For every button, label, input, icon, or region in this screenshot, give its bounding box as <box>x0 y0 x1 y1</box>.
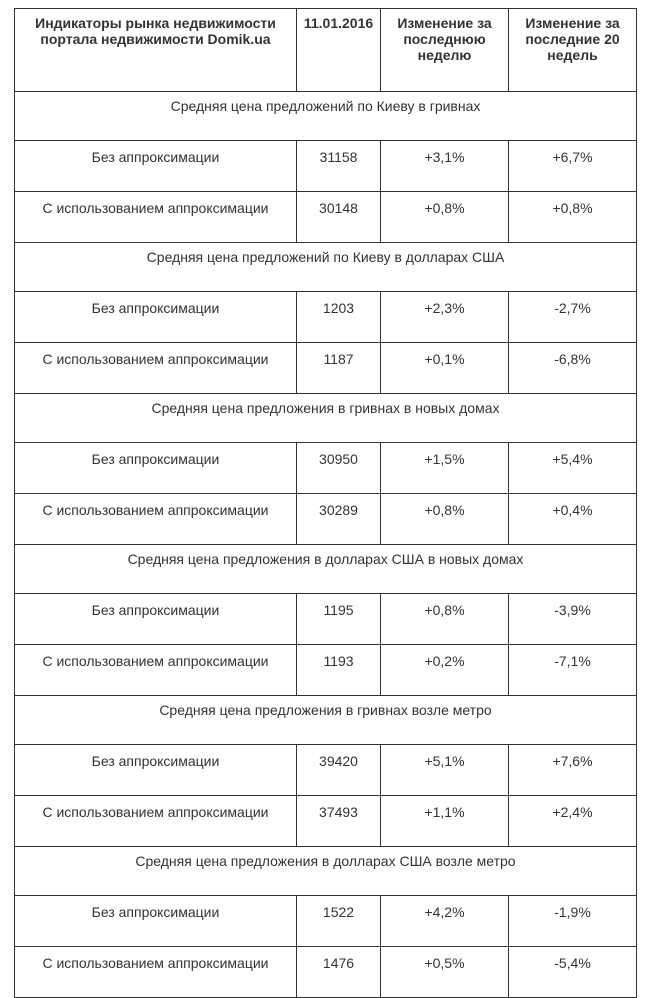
row-value: 1187 <box>297 343 381 394</box>
section-row <box>15 696 637 745</box>
row-20-week-change: +0,4% <box>509 494 637 545</box>
row-label: С использованием аппроксимации <box>15 343 297 394</box>
table-header <box>15 9 637 92</box>
row-week-change: +0,8% <box>381 494 509 545</box>
header-week-change: Изменение за последнюю неделю <box>381 9 509 92</box>
table-row <box>15 494 637 545</box>
row-week-change: +1,5% <box>381 443 509 494</box>
row-label: С использованием аппроксимации <box>15 947 297 998</box>
row-20-week-change: -5,4% <box>509 947 637 998</box>
section-title: Средняя цена предложений по Киеву в долларах США <box>15 243 637 292</box>
row-20-week-change: +0,8% <box>509 192 637 243</box>
section-row <box>15 847 637 896</box>
row-label: Без аппроксимации <box>15 594 297 645</box>
row-value: 31158 <box>297 141 381 192</box>
row-value: 30950 <box>297 443 381 494</box>
section-title: Средняя цена предложения в долларах США в новых домах <box>15 545 637 594</box>
row-week-change: +0,1% <box>381 343 509 394</box>
row-week-change: +0,5% <box>381 947 509 998</box>
row-value: 30148 <box>297 192 381 243</box>
row-value: 1203 <box>297 292 381 343</box>
header-date: 11.01.2016 <box>297 9 381 92</box>
row-week-change: +1,1% <box>381 796 509 847</box>
table-row <box>15 947 637 998</box>
table-row <box>15 343 637 394</box>
section-title: Средняя цена предложения в гривнах в новых домах <box>15 394 637 443</box>
row-week-change: +3,1% <box>381 141 509 192</box>
section-row <box>15 545 637 594</box>
table-row <box>15 192 637 243</box>
row-week-change: +0,8% <box>381 192 509 243</box>
row-week-change: +4,2% <box>381 896 509 947</box>
row-week-change: +5,1% <box>381 745 509 796</box>
row-week-change: +0,8% <box>381 594 509 645</box>
section-title: Средняя цена предложений по Киеву в гривнах <box>15 92 637 141</box>
header-indicators: Индикаторы рынка недвижимости портала недвижимости Domik.ua <box>15 9 297 92</box>
row-label: Без аппроксимации <box>15 896 297 947</box>
section-row <box>15 92 637 141</box>
row-value: 1522 <box>297 896 381 947</box>
row-label: С использованием аппроксимации <box>15 494 297 545</box>
header-20-week-change: Изменение за последние 20 недель <box>509 9 637 92</box>
row-20-week-change: -3,9% <box>509 594 637 645</box>
row-value: 1193 <box>297 645 381 696</box>
row-label: С использованием аппроксимации <box>15 796 297 847</box>
section-row <box>15 243 637 292</box>
row-week-change: +2,3% <box>381 292 509 343</box>
row-20-week-change: -1,9% <box>509 896 637 947</box>
table-row <box>15 141 637 192</box>
row-label: С использованием аппроксимации <box>15 645 297 696</box>
section-row <box>15 394 637 443</box>
row-value: 1476 <box>297 947 381 998</box>
row-20-week-change: -7,1% <box>509 645 637 696</box>
row-value: 30289 <box>297 494 381 545</box>
table-row <box>15 292 637 343</box>
table-body <box>15 92 637 998</box>
table-row <box>15 443 637 494</box>
row-20-week-change: -6,8% <box>509 343 637 394</box>
section-title: Средняя цена предложения в гривнах возле метро <box>15 696 637 745</box>
row-20-week-change: +2,4% <box>509 796 637 847</box>
table-row <box>15 594 637 645</box>
table-row <box>15 896 637 947</box>
table-row <box>15 796 637 847</box>
row-20-week-change: +7,6% <box>509 745 637 796</box>
row-value: 1195 <box>297 594 381 645</box>
row-20-week-change: +5,4% <box>509 443 637 494</box>
row-value: 39420 <box>297 745 381 796</box>
table-row <box>15 645 637 696</box>
row-20-week-change: +6,7% <box>509 141 637 192</box>
row-label: Без аппроксимации <box>15 745 297 796</box>
table-row <box>15 745 637 796</box>
row-week-change: +0,2% <box>381 645 509 696</box>
section-title: Средняя цена предложения в долларах США возле метро <box>15 847 637 896</box>
header-row <box>15 9 637 92</box>
row-label: Без аппроксимации <box>15 292 297 343</box>
market-indicators-table <box>14 8 637 998</box>
row-label: С использованием аппроксимации <box>15 192 297 243</box>
row-label: Без аппроксимации <box>15 141 297 192</box>
row-label: Без аппроксимации <box>15 443 297 494</box>
row-value: 37493 <box>297 796 381 847</box>
row-20-week-change: -2,7% <box>509 292 637 343</box>
